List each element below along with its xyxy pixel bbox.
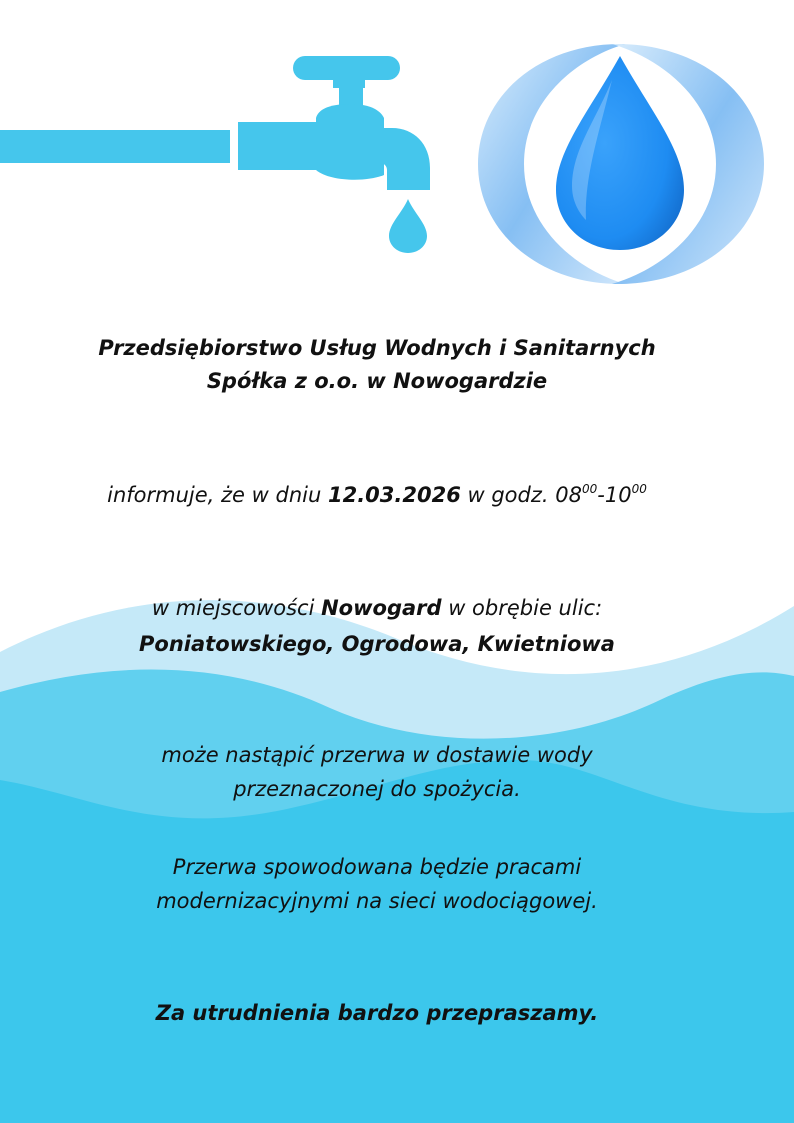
outage-notice <box>40 738 714 806</box>
notice-line1: może nastąpić przerwa w dostawie wody <box>161 743 593 767</box>
water-drip-icon <box>389 199 427 253</box>
wave-dark-band <box>0 760 794 1123</box>
company-name-line1: Przedsiębiorstwo Usług Wodnych i Sanitarnych <box>98 336 656 360</box>
end-hour: 10 <box>604 483 632 507</box>
intro-middle: w godz. <box>460 483 556 507</box>
start-minutes: 00 <box>581 482 598 496</box>
water-faucet-icon <box>0 40 440 260</box>
outage-date: 12.03.2026 <box>327 483 461 507</box>
location-prefix: w miejscowości <box>151 596 322 620</box>
reason-line1: Przerwa spowodowana będzie pracami <box>172 855 582 879</box>
water-drop-ring-logo <box>476 40 766 290</box>
intro-sentence <box>40 478 714 512</box>
town-name: Nowogard <box>321 596 442 620</box>
end-minutes: 00 <box>631 482 647 496</box>
reason-line2: modernizacyjnymi na sieci wodociągowej. <box>156 889 598 913</box>
water-drop-icon <box>556 56 684 250</box>
time-separator: - <box>597 483 605 507</box>
faucet-body <box>0 56 430 190</box>
location-line <box>40 590 714 626</box>
company-name-line2: Spółka z o.o. w Nowogardzie <box>206 369 548 393</box>
company-name <box>40 332 714 398</box>
apology-text: Za utrudnienia bardzo przepraszamy. <box>155 1001 599 1025</box>
intro-prefix: informuje, że w dniu <box>107 483 328 507</box>
outage-reason <box>40 850 714 918</box>
start-hour: 08 <box>555 483 582 507</box>
notice-line2: przeznaczonej do spożycia. <box>233 777 521 801</box>
location-suffix: w obrębie ulic: <box>441 596 603 620</box>
street-list: Poniatowskiego, Ogrodowa, Kwietniowa <box>139 632 615 656</box>
